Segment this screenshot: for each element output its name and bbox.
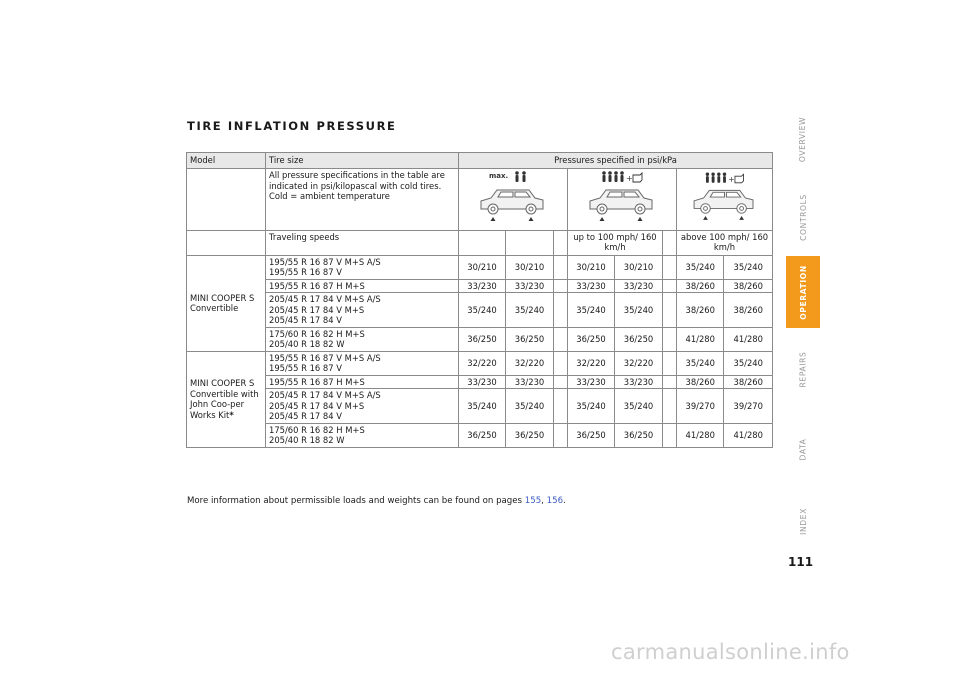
pressure-value: 41/280 [677,327,724,351]
tab-index[interactable] [786,488,820,555]
pressure-value: 36/250 [506,327,554,351]
tab-controls[interactable] [786,178,820,256]
spacer-cell [663,423,677,447]
plus-sign: + [626,174,633,183]
table-header-row [187,153,773,169]
pressure-value: 33/230 [568,279,615,293]
header-pressures: Pressures specified in psi/kPa [459,153,773,169]
tire-size: 195/55 R 16 87 V [269,267,342,277]
table-row [187,423,773,447]
spacer-cell [663,293,677,328]
pressure-value: 35/240 [677,351,724,375]
pressure-value: 33/230 [615,279,663,293]
page-link-156[interactable]: 156 [546,496,564,506]
tab-label: REPAIRS [798,351,808,387]
spacer-cell [663,351,677,375]
page-number: 111 [788,555,814,569]
tire-size: 195/55 R 16 87 V M+S A/S [269,352,381,363]
tire-size: 205/40 R 18 82 W [269,339,345,349]
tire-size-cell [266,255,459,279]
pressure-value: 33/230 [459,375,506,389]
pressure-value: 39/270 [724,389,773,424]
tab-label: CONTROLS [798,193,808,241]
tire-size: 175/60 R 16 82 H M+S [269,328,365,339]
pressure-value: 35/240 [506,389,554,424]
tire-size: 205/45 R 17 84 V M+S [269,304,365,315]
spacer-cell [554,255,568,279]
tab-label: OPERATION [798,264,808,320]
tire-size-cell [266,327,459,351]
intro-text: All pressure specifications in the table are indicated in psi/kilopascal with cold tires. Cold = ambient temperature [266,169,459,231]
pressure-value: 32/220 [615,351,663,375]
table-row [187,279,773,293]
footnote-asterisk: * [229,409,234,420]
tire-size: 205/45 R 17 84 V M+S A/S [269,294,381,304]
pressure-value: 38/260 [677,279,724,293]
pressure-value: 36/250 [615,327,663,351]
table-row [187,389,773,424]
pressure-value: 36/250 [568,423,615,447]
spacer-cell [663,375,677,389]
tire-size: 195/55 R 16 87 H M+S [269,280,365,291]
tire-size-cell [266,389,459,424]
load-icon-medium [568,169,677,231]
pressure-value: 36/250 [459,327,506,351]
pressure-value: 38/260 [677,375,724,389]
table-row [187,351,773,375]
spacer-cell [554,293,568,328]
traveling-speeds-label: Traveling speeds [266,230,459,255]
spacer-cell [663,389,677,424]
page-link-155[interactable]: 155 [524,496,542,506]
tab-label: DATA [798,438,808,460]
table-row [187,375,773,389]
pressure-value: 38/260 [677,293,724,328]
spacer-cell [554,327,568,351]
tire-size: 195/55 R 16 87 H M+S [269,376,365,387]
load-icon-max [459,169,568,231]
pressure-value: 30/210 [459,255,506,279]
tire-size: 175/60 R 16 82 H M+S [269,424,365,435]
pressure-value: 41/280 [724,327,773,351]
section-tabs [786,100,820,555]
pressure-value: 32/220 [506,351,554,375]
tab-label: OVERVIEW [798,116,808,162]
pressure-value: 32/220 [459,351,506,375]
tab-label: INDEX [798,508,808,535]
table-row [187,327,773,351]
pressure-value: 30/210 [506,255,554,279]
tire-size: 195/55 R 16 87 V M+S A/S [269,256,381,267]
model-name: MINI COOPER S Convertible with John Coo-per Works Kit* [187,351,266,447]
header-model: Model [187,153,266,169]
pressure-value: 39/270 [677,389,724,424]
tire-size-cell [266,351,459,375]
spacer-cell [663,327,677,351]
spacer-cell [663,255,677,279]
tire-size-cell [266,375,459,389]
pressure-value: 38/260 [724,293,773,328]
spacer-cell [663,279,677,293]
speed-low: up to 100 mph/ 160 km/h [568,230,663,255]
pressure-value: 35/240 [459,389,506,424]
pressure-value: 35/240 [568,389,615,424]
tire-size: 205/45 R 17 84 V [269,411,342,421]
car-load-4-persons-luggage-icon [677,169,772,227]
watermark: carmanualsonline.info [611,640,850,664]
tab-operation[interactable] [786,256,820,328]
plus-sign: + [728,174,735,184]
pressure-value: 33/230 [506,279,554,293]
pressure-value: 35/240 [724,351,773,375]
speed-row [187,230,773,255]
pressure-value: 33/230 [568,375,615,389]
spacer-cell [554,389,568,424]
tire-size-cell [266,423,459,447]
tire-size: 195/55 R 16 87 V [269,363,342,373]
tire-size: 205/45 R 17 84 V M+S [269,400,365,411]
pressure-value: 36/250 [615,423,663,447]
table-row [187,255,773,279]
spacer-cell [554,375,568,389]
tire-size-cell [266,279,459,293]
spacer-cell [554,423,568,447]
pressure-value: 36/250 [568,327,615,351]
pressure-value: 33/230 [506,375,554,389]
pressure-value: 35/240 [615,293,663,328]
pressure-value: 41/280 [677,423,724,447]
tire-size: 205/45 R 17 84 V M+S A/S [269,390,381,400]
pressure-value: 33/230 [615,375,663,389]
tire-size: 205/45 R 17 84 V [269,315,342,325]
load-icon-high [677,169,773,231]
footnote: More information about permissible loads and weights can be found on pages 155, 156. [187,496,566,506]
pressure-value: 35/240 [724,255,773,279]
tab-data[interactable] [786,410,820,488]
tab-overview[interactable] [786,100,820,178]
intro-row [187,169,773,231]
pressure-value: 36/250 [459,423,506,447]
speed-high: above 100 mph/ 160 km/h [677,230,773,255]
car-load-max-icon [463,169,563,227]
pressure-value: 38/260 [724,375,773,389]
pressure-value: 30/210 [615,255,663,279]
page-title: TIRE INFLATION PRESSURE [187,119,397,133]
tire-size: 205/40 R 18 82 W [269,435,345,445]
tab-repairs[interactable] [786,328,820,410]
table-row [187,293,773,328]
spacer-cell [554,351,568,375]
pressure-value: 35/240 [506,293,554,328]
tire-pressure-table [186,152,773,448]
max-label: max. [489,172,509,180]
header-tire-size: Tire size [266,153,459,169]
pressure-value: 35/240 [615,389,663,424]
pressure-value: 41/280 [724,423,773,447]
tire-size-cell [266,293,459,328]
pressure-value: 36/250 [506,423,554,447]
pressure-value: 30/210 [568,255,615,279]
pressure-value: 35/240 [459,293,506,328]
spacer-cell [554,279,568,293]
model-name: MINI COOPER S Convertible [187,255,266,351]
pressure-value: 35/240 [568,293,615,328]
car-load-4-persons-icon [572,169,672,227]
pressure-value: 38/260 [724,279,773,293]
pressure-value: 32/220 [568,351,615,375]
pressure-value: 33/230 [459,279,506,293]
pressure-value: 35/240 [677,255,724,279]
